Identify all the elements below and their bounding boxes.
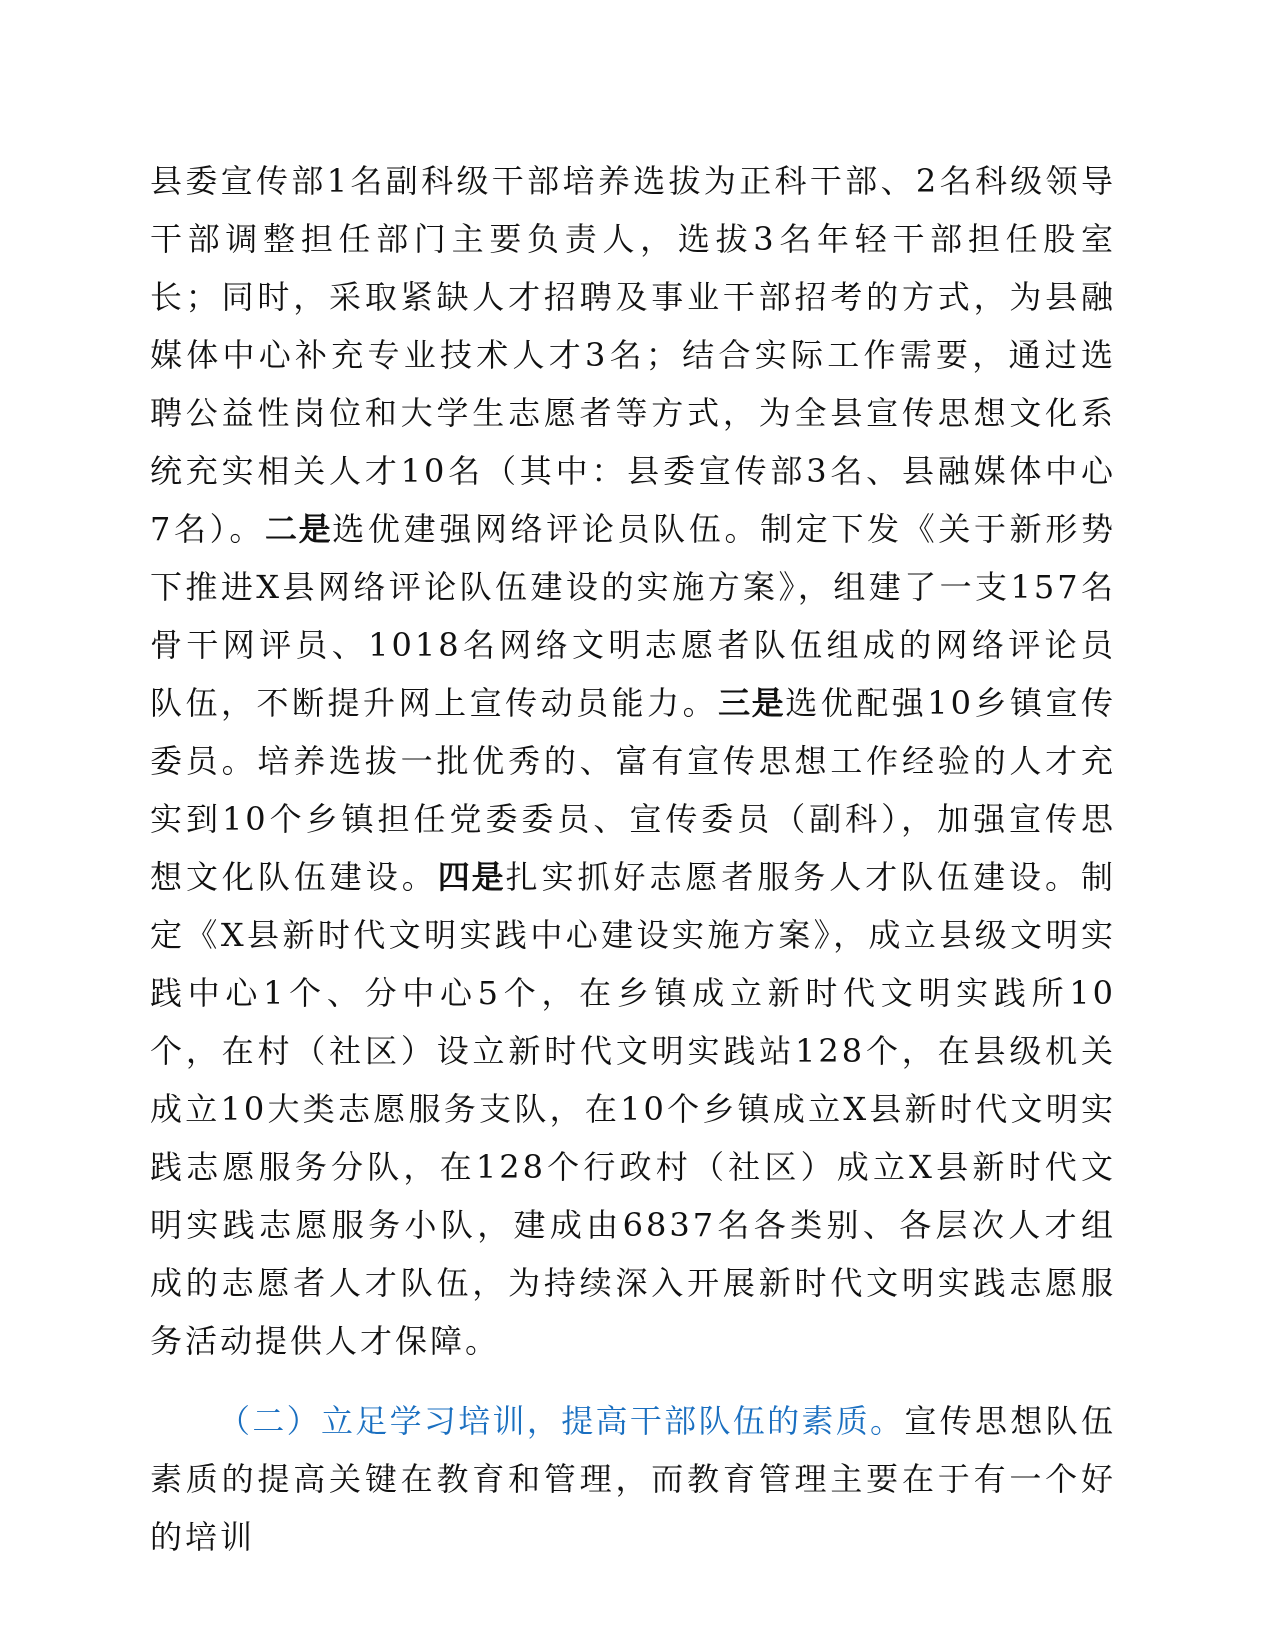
paragraph-text-3: 选优配强10乡镇宣传委员。培养选拔一批优秀的、富有宣传思想工作经验的人才充实到10个乡镇担任党委委员、宣传委员（副科），加强宣传思想文化队伍建设。 [150, 684, 1116, 896]
paragraph-training-text: 宣传思想队伍素质的提高关键在教育和管理，而教育管理主要在于有一个好的培训 [150, 1402, 1116, 1556]
list-marker-second: 二是 [264, 510, 333, 548]
document-body [150, 152, 1116, 1566]
paragraph-text-2: 选优建强网络评论员队伍。制定下发《关于新形势下推进X县网络评论队伍建设的实施方案》，组建了一支157名骨干网评员、1018名网络文明志愿者队伍组成的网络评论员队伍，不断提升网上宣传动员能力。 [150, 510, 1116, 722]
list-marker-third: 三是 [718, 684, 786, 722]
paragraph-text-1: 县委宣传部1名副科级干部培养选拔为正科干部、2名科级领导干部调整担任部门主要负责人，选拔3名年轻干部担任股室长；同时，采取紧缺人才招聘及事业干部招考的方式，为县融媒体中心补充专业技术人才3名；结合实际工作需要，通过选聘公益性岗位和大学生志愿者等方式，为全县宣传思想文化系统充实相关人才10名（其中：县委宣传部3名、县融媒体中心7名）。 [150, 162, 1116, 548]
paragraph-training [150, 1392, 1116, 1566]
paragraph-text-4: 扎实抓好志愿者服务人才队伍建设。制定《X县新时代文明实践中心建设实施方案》，成立县级文明实践中心1个、分中心5个，在乡镇成立新时代文明实践所10个，在村（社区）设立新时代文明实践站128个，在县级机关成立10大类志愿服务支队，在10个乡镇成立X县新时代文明实践志愿服务分队，在128个行政村（社区）成立X县新时代文明实践志愿服务小队，建成由6837名各类别、各层次人才组成的志愿者人才队伍，为持续深入开展新时代文明实践志愿服务活动提供人才保障。 [150, 858, 1116, 1360]
list-marker-fourth: 四是 [437, 858, 506, 896]
section-heading: （二）立足学习培训，提高干部队伍的素质。 [218, 1402, 905, 1440]
paragraph-volunteer-talent [150, 152, 1116, 1370]
